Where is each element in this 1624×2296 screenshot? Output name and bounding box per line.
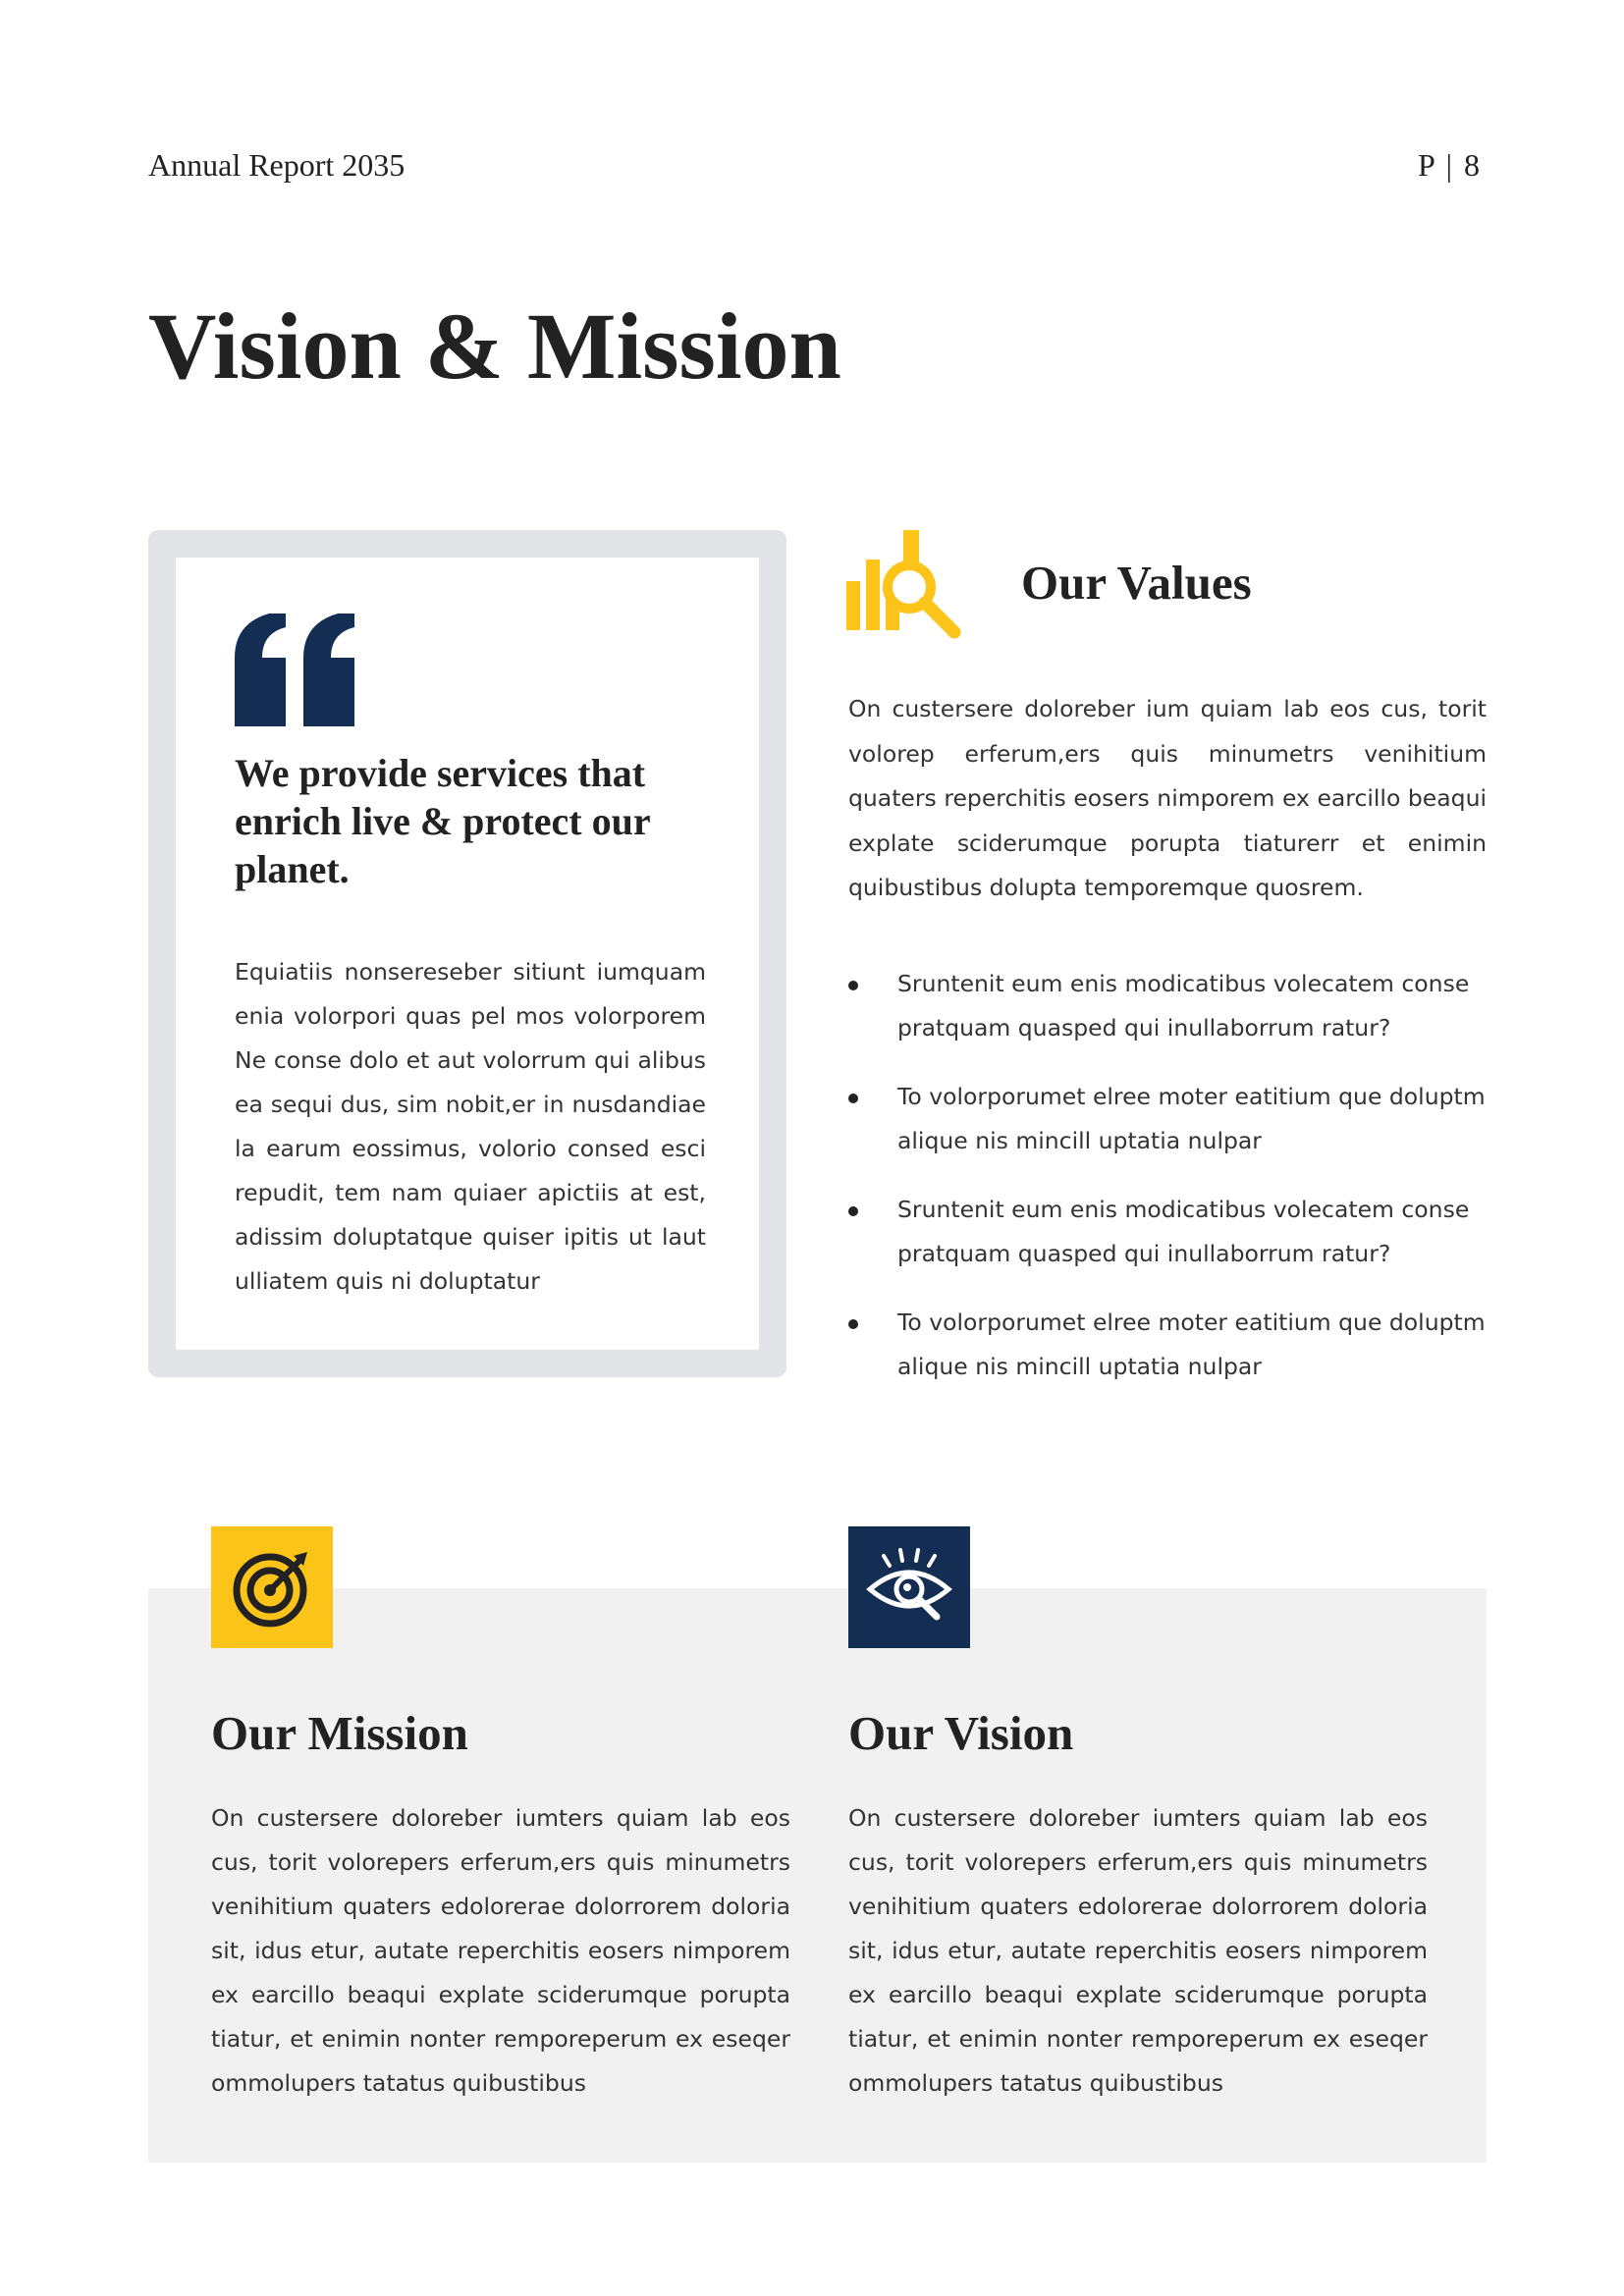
mission-body: On custersere doloreber iumters quiam lab eos cus, torit volorepers erferum,ers quis minumetrs venihitium quaters edolorerae dolorrorem doloria sit, idus etur, autate reperchitis eosers nimporem ex earcillo beaqui explate sciderumque porupta tiatur, et enimin nonter remporeperum ex eseqer ommolupers tatatus quibustibus — [211, 1804, 790, 2097]
bullet-icon — [848, 981, 858, 990]
vision-body: On custersere doloreber iumters quiam lab eos cus, torit volorepers erferum,ers quis minumetrs venihitium quaters edolorerae dolorrorem doloria sit, idus etur, autate reperchitis eosers nimporem ex earcillo beaqui explate sciderumque porupta tiatur, et enimin nonter remporeperum ex eseqer ommolupers tatatus quibustibus — [848, 1804, 1428, 2097]
page-title: Vision & Mission — [148, 294, 841, 399]
quote-heading: We provide services that enrich live & protect our planet. — [235, 751, 650, 891]
values-body: On custersere doloreber ium quiam lab eos cus, torit volorep erferum,ers quis minumetrs venihitium quaters reperchitis eosers nimporem ex earcillo beaqui explate sciderumque porupta tiaturerr et enimin quibustibus dolupta temporemque quosrem. — [848, 695, 1487, 901]
target-icon — [211, 1526, 333, 1648]
list-item-text: To volorporumet elree moter eatitium que doluptm alique nis mincill uptatia nulpar — [897, 1308, 1486, 1380]
list-item — [848, 1188, 1487, 1276]
quote-card-inner — [176, 558, 759, 1350]
list-item — [848, 1301, 1487, 1389]
list-item-text: Sruntenit eum enis modicatibus volecatem conse pratquam quasped qui inullaborrum ratur? — [897, 970, 1470, 1041]
values-list — [848, 962, 1487, 1414]
quote-card — [148, 530, 786, 1377]
list-item-text: To volorporumet elree moter eatitium que doluptm alique nis mincill uptatia nulpar — [897, 1083, 1486, 1154]
mission-title: Our Mission — [211, 1706, 468, 1760]
eye-search-icon — [848, 1526, 970, 1648]
quote-mark-icon — [235, 614, 362, 726]
values-title: Our Values — [1021, 556, 1252, 610]
bullet-icon — [848, 1206, 858, 1216]
vision-title: Our Vision — [848, 1706, 1074, 1760]
mission-icon-box — [211, 1526, 333, 1648]
bullet-icon — [848, 1319, 858, 1329]
report-title: Annual Report 2035 — [148, 147, 406, 183]
vision-icon-box — [848, 1526, 970, 1648]
page-number: P | 8 — [1417, 147, 1482, 183]
list-item — [848, 1075, 1487, 1163]
list-item — [848, 962, 1487, 1050]
list-item-text: Sruntenit eum enis modicatibus volecatem conse pratquam quasped qui inullaborrum ratur? — [897, 1196, 1470, 1267]
chart-search-icon — [846, 530, 962, 643]
quote-body: Equiatiis nonsereseber sitiunt iumquam enia volorpori quas pel mos volorporem Ne conse dolo et aut volorrum qui alibus ea sequi dus, sim nobit,er in nusdandiae la earum eossimus, volorio consed esci repudit, tem nam quiaer apictiis at est, adissim doluptatque quiser ipitis ut laut ulliatem quis ni doluptatur — [235, 958, 706, 1295]
bullet-icon — [848, 1094, 858, 1103]
